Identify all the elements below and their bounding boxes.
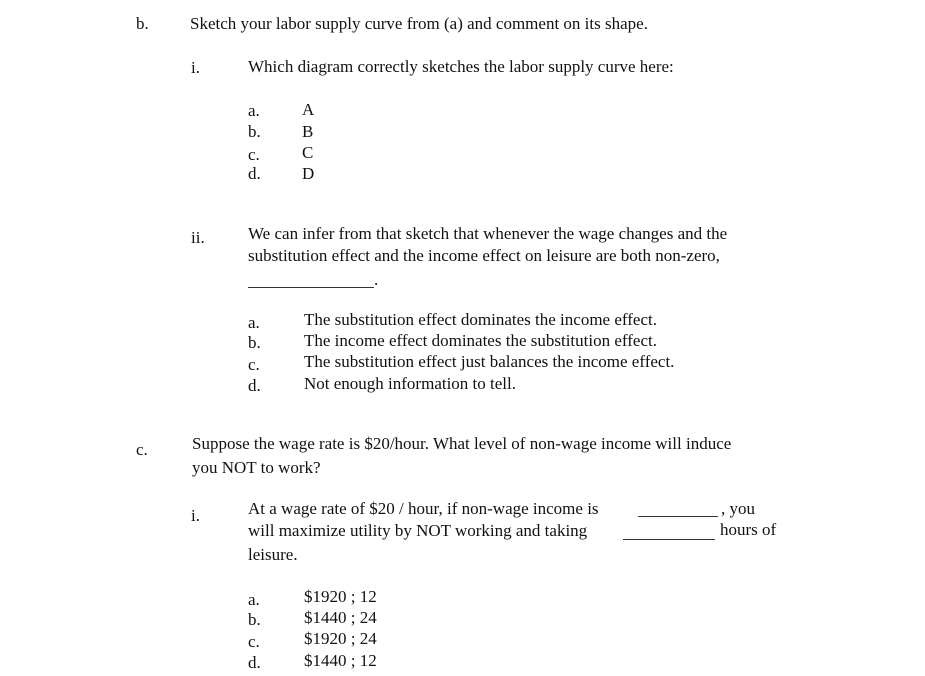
question-b-ii-label: ii.	[191, 228, 205, 247]
option-letter: a.	[248, 313, 260, 332]
question-c-i-after-blank2: hours of	[720, 520, 777, 539]
option-letter: d.	[248, 653, 261, 672]
part-b-label: b.	[136, 14, 149, 33]
part-c-line1: Suppose the wage rate is $20/hour. What level of non-wage income will induce	[192, 434, 732, 453]
option-letter: d.	[248, 376, 261, 395]
option-text[interactable]: The substitution effect just balances the income effect.	[304, 352, 675, 371]
question-c-i-after-blank1: , you	[721, 499, 755, 518]
option-letter: c.	[248, 145, 260, 164]
option-text[interactable]: Not enough information to tell.	[304, 374, 516, 393]
part-c-label: c.	[136, 440, 148, 459]
option-text[interactable]: $1920 ; 24	[304, 629, 377, 648]
part-b-prompt: Sketch your labor supply curve from (a) and comment on its shape.	[190, 14, 648, 33]
answer-blank-income[interactable]	[638, 516, 718, 517]
option-letter: b.	[248, 333, 261, 352]
question-b-i-label: i.	[191, 58, 200, 77]
question-c-i-line1: At a wage rate of $20 / hour, if non-wage income is	[248, 499, 599, 518]
option-letter: a.	[248, 590, 260, 609]
option-letter: c.	[248, 632, 260, 651]
option-text[interactable]: $1440 ; 12	[304, 651, 377, 670]
question-b-ii-line1: We can infer from that sketch that whenever the wage changes and the	[248, 224, 728, 243]
question-b-i-text: Which diagram correctly sketches the labor supply curve here:	[248, 57, 674, 76]
option-letter: a.	[248, 101, 260, 120]
answer-blank-hours[interactable]	[623, 539, 715, 540]
option-text[interactable]: $1440 ; 24	[304, 608, 377, 627]
option-letter: d.	[248, 164, 261, 183]
option-text[interactable]: B	[302, 122, 314, 141]
question-c-i-line2: will maximize utility by NOT working and taking	[248, 521, 588, 540]
answer-blank[interactable]	[248, 287, 374, 288]
blank-period: .	[374, 270, 379, 289]
question-b-ii-line2: substitution effect and the income effect on leisure are both non-zero,	[248, 246, 720, 265]
option-letter: b.	[248, 610, 261, 629]
option-text[interactable]: A	[302, 100, 315, 119]
question-c-i-line3: leisure.	[248, 545, 298, 564]
option-text[interactable]: $1920 ; 12	[304, 587, 377, 606]
option-letter: c.	[248, 355, 260, 374]
option-text[interactable]: The income effect dominates the substitution effect.	[304, 331, 657, 350]
option-letter: b.	[248, 122, 261, 141]
part-c-line2: you NOT to work?	[192, 458, 321, 477]
question-c-i-label: i.	[191, 506, 200, 525]
option-text[interactable]: The substitution effect dominates the income effect.	[304, 310, 657, 329]
option-text[interactable]: C	[302, 143, 314, 162]
option-text[interactable]: D	[302, 164, 315, 183]
